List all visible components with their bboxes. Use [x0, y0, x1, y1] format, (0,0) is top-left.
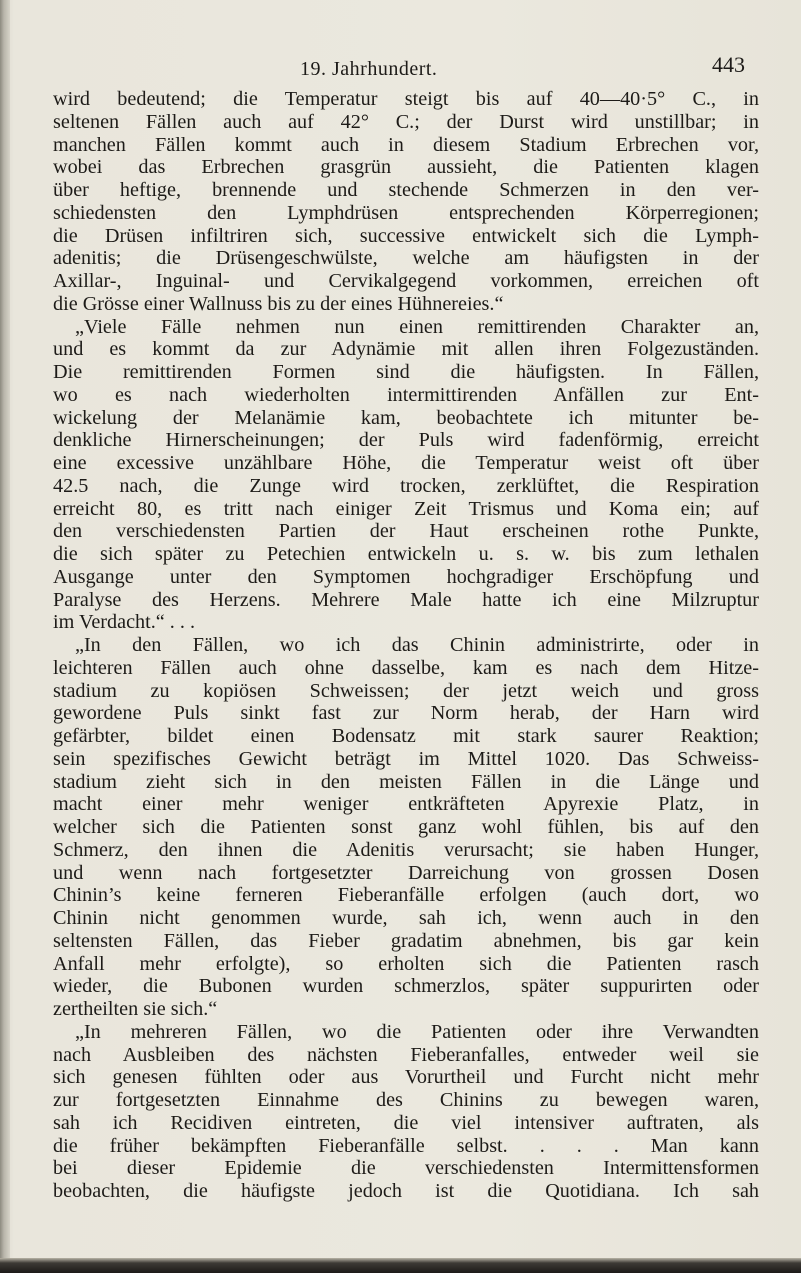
text-line: manchen Fällen kommt auch in diesem Stadium Erbrechen vor, — [53, 133, 759, 156]
text-line: welcher sich die Patienten sonst ganz wohl fühlen, bis auf den — [53, 816, 759, 838]
text-line: leichteren Fällen auch ohne dasselbe, kam es nach dem Hitze- — [53, 656, 759, 679]
text-line: gewordene Puls sinkt fast zur Norm herab, der Harn wird — [53, 702, 759, 725]
text-line: schiedensten den Lymphdrüsen entsprechenden Körperregionen; — [53, 201, 759, 224]
text-line: sein spezifisches Gewicht beträgt im Mittel 1020. Das Schweiss- — [53, 747, 759, 770]
text-line: die früher bekämpften Fieberanfälle selbst. . . . Man kann — [53, 1134, 759, 1157]
text-line: wobei das Erbrechen grasgrün aussieht, die Patienten klagen — [53, 156, 759, 179]
text-line: seltensten Fällen, das Fieber gradatim abnehmen, bis gar kein — [53, 929, 759, 952]
text-line: Die remittirenden Formen sind die häufigsten. In Fällen, — [53, 361, 759, 383]
text-line: nach Ausbleiben des nächsten Fieberanfalles, entweder weil sie — [53, 1043, 759, 1066]
text-line: stadium zieht sich in den meisten Fällen in die Länge und — [53, 770, 759, 793]
text-line: im Verdacht.“ . . . — [53, 611, 196, 634]
text-line: Axillar-, Inguinal- und Cervikalgegend vorkommen, erreichen oft — [53, 270, 759, 292]
text-line: zertheilten sie sich.“ — [53, 998, 218, 1020]
text-line: macht einer mehr weniger entkräfteten Apyrexie Platz, in — [53, 793, 759, 816]
text-line: Schmerz, den ihnen die Adenitis verursacht; sie haben Hunger, — [53, 838, 759, 861]
text-line: Chinin’s keine ferneren Fieberanfälle erfolgen (auch dort, wo — [53, 884, 759, 907]
text-line: gefärbter, bildet einen Bodensatz mit stark saurer Reaktion; — [53, 725, 759, 747]
text-line: eine excessive unzählbare Höhe, die Temperatur weist oft über — [53, 452, 759, 474]
text-line: denkliche Hirnerscheinungen; der Puls wird fadenförmig, erreicht — [53, 429, 759, 452]
text-line: und wenn nach fortgesetzter Darreichung von grossen Dosen — [53, 861, 759, 884]
text-line: wieder, die Bubonen wurden schmerzlos, später suppurirten oder — [53, 975, 759, 998]
text-line: wo es nach wiederholten intermittirenden Anfällen zur Ent- — [53, 383, 759, 406]
text-line: „In mehreren Fällen, wo die Patienten oder ihre Verwandten — [75, 1020, 759, 1043]
running-header: 19. Jahrhundert. — [300, 58, 438, 80]
text-line: „Viele Fälle nehmen nun einen remittirenden Charakter an, — [75, 315, 759, 338]
text-line: sah ich Recidiven eintreten, die viel intensiver auftraten, als — [53, 1111, 759, 1134]
text-line: Ausgange unter den Symptomen hochgradiger Erschöpfung und — [53, 565, 759, 588]
text-line: adenitis; die Drüsengeschwülste, welche am häufigsten in der — [53, 247, 759, 270]
text-line: beobachten, die häufigste jedoch ist die Quotidiana. Ich sah — [53, 1180, 759, 1202]
text-line: „In den Fällen, wo ich das Chinin administrirte, oder in — [75, 634, 759, 656]
text-line: wickelung der Melanämie kam, beobachtete ich mitunter be- — [53, 406, 759, 429]
text-line: sich genesen fühlten oder aus Vorurtheil und Furcht nicht mehr — [53, 1066, 759, 1089]
text-line: 42.5 nach, die Zunge wird trocken, zerklüftet, die Respiration — [53, 474, 759, 497]
text-line: seltenen Fällen auch auf 42° C.; der Durst wird unstillbar; in — [53, 110, 759, 133]
text-line: die Drüsen infiltriren sich, successive entwickelt sich die Lymph- — [53, 224, 759, 247]
body-text — [53, 88, 759, 1203]
text-line: und es kommt da zur Adynämie mit allen ihren Folgezuständen. — [53, 338, 759, 361]
text-line: wird bedeutend; die Temperatur steigt bis auf 40—40·5° C., in — [53, 88, 759, 110]
text-line: die Grösse einer Wallnuss bis zu der eines Hühnereies.“ — [53, 292, 504, 315]
text-line: den verschiedensten Partien der Haut erscheinen rothe Punkte, — [53, 520, 759, 543]
page-number: 443 — [712, 52, 745, 77]
text-line: Paralyse des Herzens. Mehrere Male hatte ich eine Milzruptur — [53, 588, 759, 611]
page-gutter-shadow — [0, 0, 10, 1273]
text-line: erreicht 80, es tritt nach einiger Zeit Trismus und Koma ein; auf — [53, 497, 759, 520]
text-line: stadium zu kopiösen Schweissen; der jetzt weich und gross — [53, 679, 759, 702]
page-bottom-edge — [0, 1258, 801, 1273]
text-line: bei dieser Epidemie die verschiedensten Intermittensformen — [53, 1157, 759, 1180]
text-line: Anfall mehr erfolgte), so erholten sich die Patienten rasch — [53, 952, 759, 975]
text-line: Chinin nicht genommen wurde, sah ich, wenn auch in den — [53, 907, 759, 929]
text-line: die sich später zu Petechien entwickeln u. s. w. bis zum lethalen — [53, 543, 759, 565]
text-line: über heftige, brennende und stechende Schmerzen in den ver- — [53, 179, 759, 201]
text-line: zur fortgesetzten Einnahme des Chinins zu bewegen waren, — [53, 1089, 759, 1111]
